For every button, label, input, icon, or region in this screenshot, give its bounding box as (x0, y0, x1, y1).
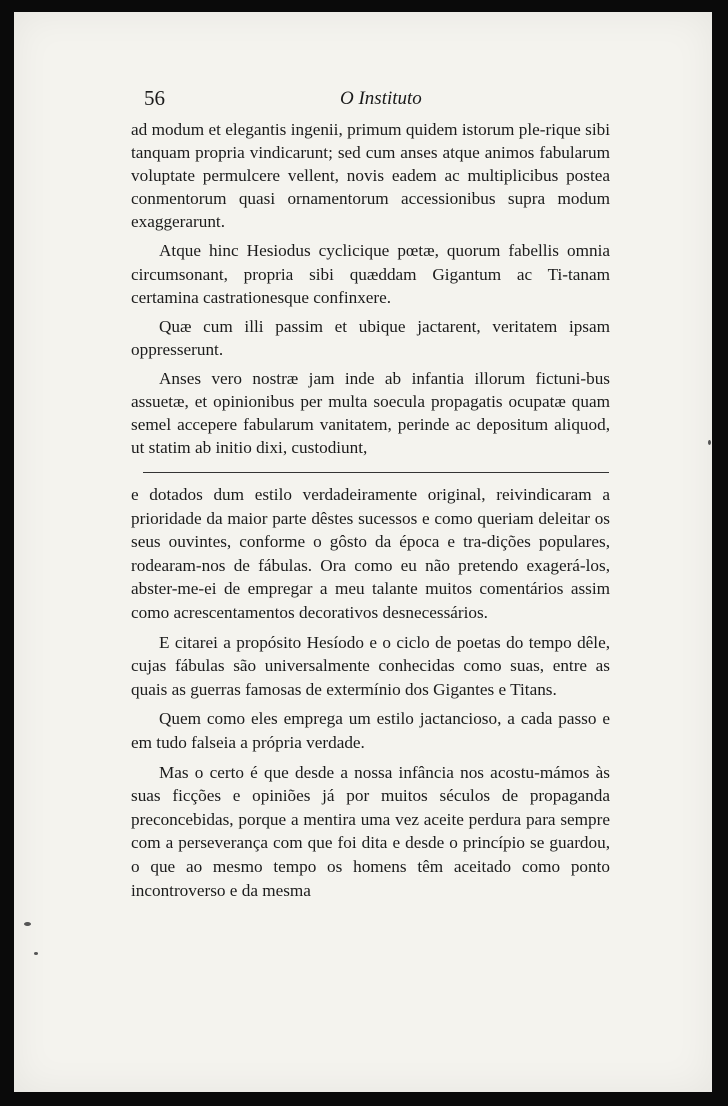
latin-paragraph-1: ad modum et elegantis ingenii, primum quidem istorum ple-rique sibi tanquam propria vindicarunt; sed cum anses atque animos fabularum voluptate permulcere vellent, novis eadem ac multiplicibus postea conmentorum quasi ornamentorum accessionibus supra modum exaggerarunt. (131, 120, 610, 232)
latin-text-block (131, 118, 610, 465)
latin-paragraph-4: Anses vero nostræ jam inde ab infantia illorum fictuni-bus assuetæ, et opinionibus per multa soecula propagatis ocupatæ quam semel accepere fabularum vanitatem, perinde ac depositum aliquod, ut statim ab initio dixi, custodiunt, (131, 368, 610, 458)
running-title: O Instituto (340, 88, 422, 109)
latin-paragraph-2: Atque hinc Hesiodus cyclicique pœtæ, quorum fabellis omnia circumsonant, propria sibi quæddam Gigantum ac Ti-tanam certamina castrationesque confinxere. (131, 241, 610, 307)
portuguese-paragraph-4: Mas o certo é que desde a nossa infância nos acostu-mámos às suas ficções e opiniões já por muitos séculos de propaganda preconcebidas, porque a mentira uma vez aceite perdura para sempre com a perseverança com que foi dita e desde o princípio se guardou, o que ao mesmo tempo os homens têm aceitado como ponto incontroverso e da mesma (131, 762, 610, 900)
page-number: 56 (144, 86, 165, 110)
scan-speck (34, 952, 38, 955)
page-header (144, 86, 624, 116)
portuguese-paragraph-3: Quem como eles emprega um estilo jactancioso, a cada passo e em tudo falseia a própria verdade. (131, 709, 610, 752)
portuguese-paragraph-2: E citarei a propósito Hesíodo e o ciclo de poetas do tempo dêle, cujas fábulas são universalmente conhecidas como suas, entre as quais as guerras famosas de extermínio dos Gigantes e Titans. (131, 632, 610, 699)
section-divider (143, 472, 609, 473)
scan-speck (24, 922, 31, 926)
latin-paragraph-3: Quæ cum illi passim et ubique jactarent, veritatem ipsam oppresserunt. (131, 316, 610, 359)
scan-speck (708, 440, 711, 445)
portuguese-text-block (131, 483, 610, 908)
portuguese-paragraph-1: e dotados dum estilo verdadeiramente original, reivindicaram a prioridade da maior parte dêstes sucessos e como queriam deleitar os seus ouvintes, conforme o gôsto da época e tra-dições populares, rodearam-nos de fábulas. Ora como eu não pretendo exagerá-los, abster-me-ei de empregar a meu talante muitos comentários assim como acrescentamentos decorativos desnecessários. (131, 485, 610, 622)
